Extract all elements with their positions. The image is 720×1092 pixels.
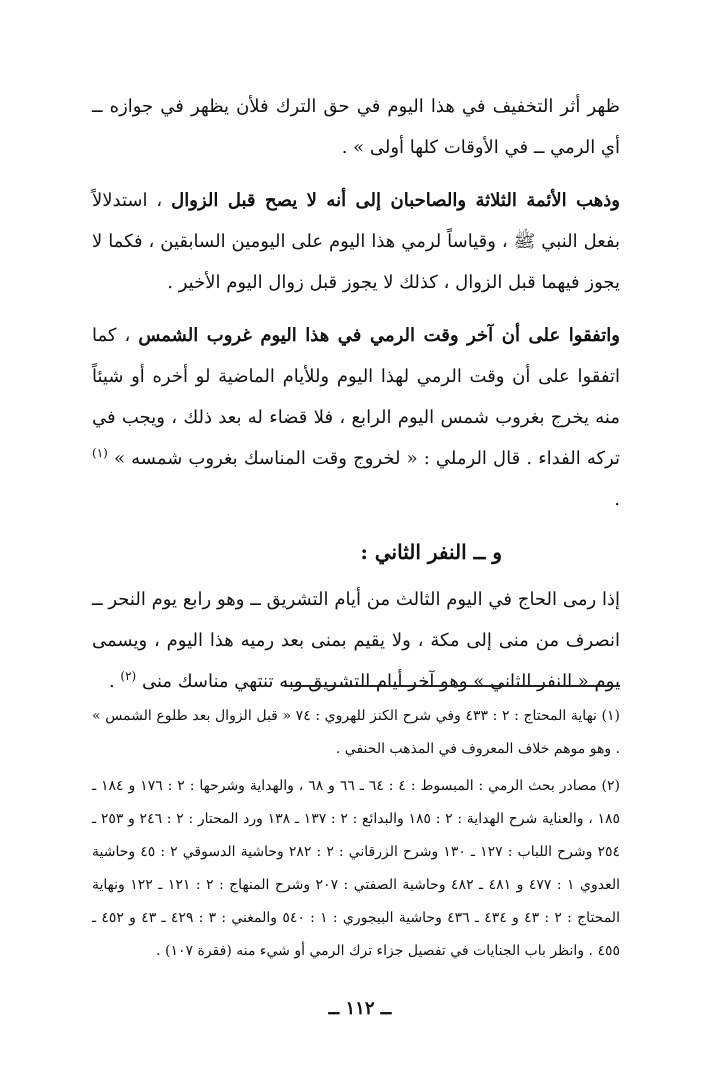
paragraph-3 <box>92 315 620 520</box>
footnotes <box>92 700 620 972</box>
footnote-ref-2[interactable]: (٢) <box>120 669 137 683</box>
footnote-divider <box>284 685 620 687</box>
paragraph-3-bold-lead: واتفقوا على أن آخر وقت الرمي في هذا اليوم غروب الشمس <box>138 325 620 346</box>
paragraph-2-bold-lead: وذهب الأئمة الثلاثة والصاحبان إلى أنه لا يصح قبل الزوال <box>171 190 620 211</box>
section-heading: و ــ النفر الثاني : <box>360 540 502 564</box>
paragraph-2 <box>92 180 620 303</box>
paragraph-4-text: إذا رمى الحاج في اليوم الثالث من أيام التشريق ــ وهو رابع يوم النحر ــ انصرف من منى إلى مكة ، ولا يقيم بمنى بعد رميه هذا اليوم ، ويسمى يوم « النفر الثاني » وهو آخر أيام التشريق وبه تنتهي مناسك منى <box>92 589 620 692</box>
paragraph-3-text: ، كما اتفقوا على أن وقت الرمي لهذا اليوم وللأيام الماضية لو أخره أو شيئاً منه يخرج بغروب شمس اليوم الرابع ، فلا قضاء له بعد ذلك ، ويجب في تركه الفداء . قال الرملي : « لخروج وقت المناسك بغروب شمسه » <box>92 325 621 469</box>
paragraph-3-end: . <box>614 489 620 510</box>
footnote-1: (١) نهاية المحتاج : ٢ : ٤٣٣ وفي شرح الكنز للهروي : ٧٤ « قبل الزوال بعد طلوع الشمس » . وهو موهم خلاف المعروف في المذهب الحنفي . <box>92 708 621 757</box>
main-text <box>92 86 620 714</box>
footnote-2: (٢) مصادر بحث الرمي : المبسوط : ٤ : ٦٤ ـ ٦٦ و ٦٨ ، والهداية وشرحها : ٢ : ١٧٦ و ١٨٤ ـ ١٨٥ ، والعناية شرح الهداية : ٢ : ١٨٥ والبدائع : ٢ : ١٣٧ ـ ١٣٨ ورد المحتار : ٢ : ٢٤٦ و ٢٥٣ ـ ٢٥٤ وشرح اللباب : ١٢٧ ـ ١٣٠ وشرح الزرقاني : ٢ : ٢٨٢ وحاشية الدسوقي ٢ : ٤٥ وحاشية العدوي ١ : ٤٧٧ و ٤٨١ ـ ٤٨٢ وحاشية الصفتي : ٢٠٧ وشرح المنهاج : ٢ : ١٢١ ـ ١٢٢ ونهاية المحتاج : ٢ : ٤٣ و ٤٣٤ ـ ٤٣٦ وحاشية البيجوري : ١ : ٥٤٠ والمغني : ٣ : ٤٢٩ ـ ٤٣ و ٤٥٢ ـ ٤٥٥ . وانظر باب الجنايات في تفصيل جزاء ترك الرمي أو شيء منه (فقرة ١٠٧) . <box>92 778 620 959</box>
footnote-ref-1[interactable]: (١) <box>92 446 108 460</box>
paragraph-1-text: ظهر أثر التخفيف في هذا اليوم في حق الترك فلأن يظهر في جوازه ــ أي الرمي ــ في الأوقات كلها أولى » . <box>92 96 620 158</box>
paragraph-4 <box>92 579 620 702</box>
page-number: ــ ١١٢ ــ <box>328 998 392 1019</box>
paragraph-2-text: ، استدلالاً بفعل النبي ﷺ ، وقياساً لرمي هذا اليوم على اليومين السابقين ، فكما لا يجوز فيهما قبل الزوال ، كذلك لا يجوز قبل زوال اليوم الأخير . <box>92 190 620 293</box>
paragraph-1 <box>92 86 620 168</box>
paragraph-4-end: . <box>108 671 115 692</box>
